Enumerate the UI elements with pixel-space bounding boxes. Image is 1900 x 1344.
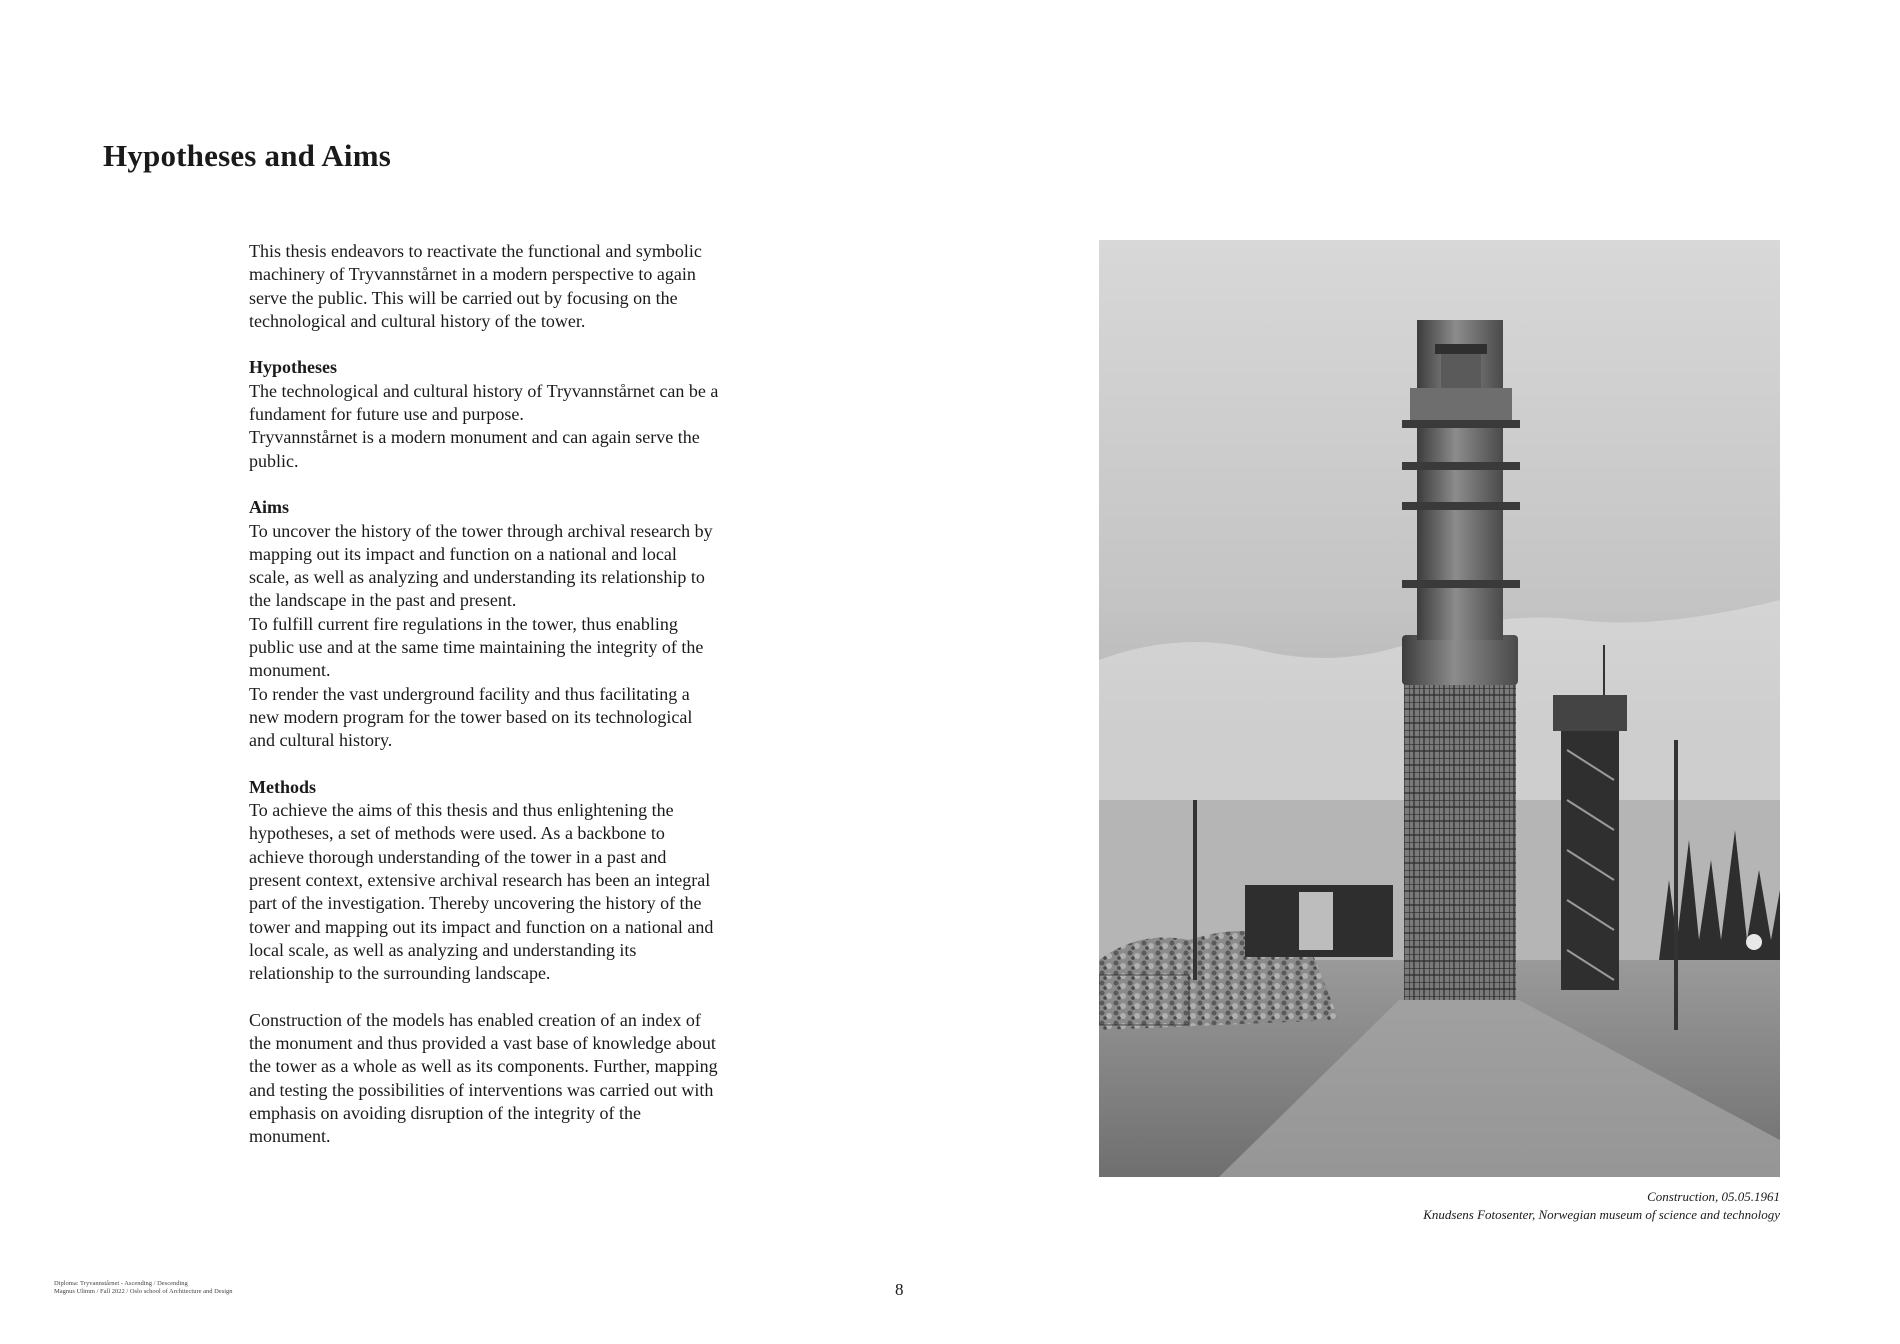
page-title: Hypotheses and Aims xyxy=(103,138,392,173)
hypotheses-line-1: The technological and cultural history of Tryvannstårnet can be a fundament for future use and purpose. xyxy=(249,380,719,425)
hypotheses-line-2: Tryvannstårnet is a modern monument and can again serve the public. xyxy=(249,427,700,471)
page-number: 8 xyxy=(895,1280,904,1299)
methods-section xyxy=(249,776,719,986)
hypotheses-heading: Hypotheses xyxy=(249,357,338,378)
photo-caption xyxy=(1180,1188,1780,1224)
lookout-cabin xyxy=(1553,695,1627,731)
intro-paragraph: This thesis endeavors to reactivate the functional and symbolic machinery of Tryvannstårnet in a modern perspective to again serve the public. This will be carried out by focusing on the technological and cultural history of the tower. xyxy=(249,241,702,331)
signboard-panel xyxy=(1299,892,1333,950)
hypotheses-section xyxy=(249,356,719,472)
methods-paragraph-2: Construction of the models has enabled creation of an index of the monument and thus provided a vast base of knowledge about the tower as a whole as well as its components. Further, mapping and testing the possibilities of interventions was carried out with emphasis on avoiding disruption of the integrity of the monument. xyxy=(249,1009,718,1147)
caption-line-2: Knudsens Fotosenter, Norwegian museum of science and technology xyxy=(1423,1207,1780,1222)
tower-drum-lower xyxy=(1402,635,1518,685)
aims-section xyxy=(249,496,719,752)
methods-paragraph-1: To achieve the aims of this thesis and thus enlightening the hypotheses, a set of methods were used. As a backbone to achieve thorough understanding of the tower in a past and present context, extensive archival research has been an integral part of the investigation. Thereby uncovering the history of the tower and mapping out its impact and function on a national and local scale, as well as analyzing and understanding its relationship to the surrounding landscape. xyxy=(249,800,714,984)
aims-line-2: To fulfill current fire regulations in the tower, thus enabling public use and at the same time maintaining the integrity of the monument. xyxy=(249,613,704,681)
tower-balcony xyxy=(1410,388,1512,420)
footer xyxy=(54,1280,233,1296)
caption-line-1: Construction, 05.05.1961 xyxy=(1647,1189,1780,1204)
tower-top-rim xyxy=(1435,344,1487,354)
tower-construction-photo xyxy=(1099,240,1780,1177)
methods-heading: Methods xyxy=(249,776,316,797)
road-sign xyxy=(1746,934,1762,950)
footer-line-2: Magnus Ulimm / Fall 2022 / Oslo school of Architecture and Design xyxy=(54,1288,233,1295)
body-text xyxy=(249,240,719,1172)
tower-scaffolding xyxy=(1404,660,1516,1000)
footer-line-1: Diploma: Tryvannstårnet - Ascending / Descending xyxy=(54,1280,188,1287)
aims-line-3: To render the vast underground facility and thus facilitating a new modern program for the tower based on its technological and cultural history. xyxy=(249,683,693,751)
aims-heading: Aims xyxy=(249,497,289,518)
aims-line-1: To uncover the history of the tower through archival research by mapping out its impact and function on a national and local scale, as well as analyzing and understanding its relationship to the landscape in the past and present. xyxy=(249,520,713,611)
